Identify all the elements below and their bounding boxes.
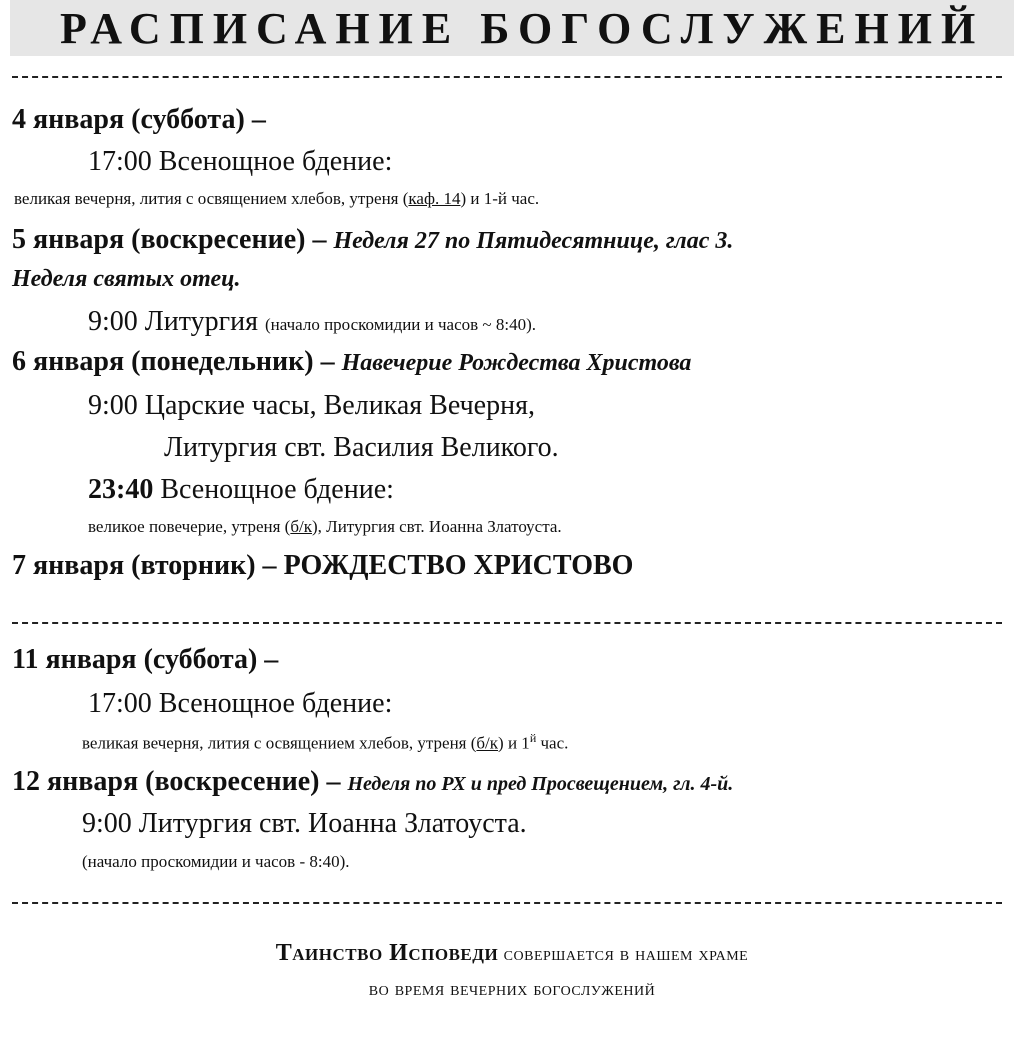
feast-nativity-eve: Навечерие Рождества Христова xyxy=(341,350,692,376)
note-text-post: ), Литургия свт. Иоанна Златоуста. xyxy=(312,517,562,536)
footer-text: совершается в нашем храме xyxy=(503,943,749,965)
entry-date-jan12 xyxy=(12,766,733,798)
entry-service-jan11: 17:00 Всенощное бдение: xyxy=(88,688,393,719)
divider-bottom xyxy=(12,902,1002,904)
service-text: 9:00 Литургия xyxy=(88,306,258,337)
entry-service-jan4: 17:00 Всенощное бдение: xyxy=(88,146,393,177)
feast-nativity: РОЖДЕСТВО ХРИСТОВО xyxy=(283,550,634,581)
service-text: Всенощное бдение: xyxy=(160,474,394,505)
note-text-pre: великое повечерие, утреня ( xyxy=(88,517,291,536)
service-note: (начало проскомидии и часов ~ 8:40). xyxy=(264,315,537,334)
footer-line-1 xyxy=(0,940,1024,967)
entry-note-jan4 xyxy=(14,189,539,209)
note-superscript: й xyxy=(529,731,537,745)
entry-service-jan6-2: Литургия свт. Василия Великого. xyxy=(164,432,559,463)
date-text: 5 января (воскресение) – xyxy=(12,224,327,255)
entry-note-jan6 xyxy=(88,517,562,537)
note-link-bk: б/к xyxy=(476,733,499,753)
entry-note-jan12: (начало проскомидии и часов - 8:40). xyxy=(82,852,350,871)
time-bold: 23:40 xyxy=(88,474,154,505)
note-text-pre: великая вечерня, лития с освящением хлебов, утреня ( xyxy=(14,189,409,208)
footer-bold-text: Таинство Исповеди xyxy=(275,940,499,966)
note-text-mid: ) и 1 xyxy=(498,733,530,753)
note-link-kaf14: каф. 14 xyxy=(408,189,461,208)
entry-service-jan6-1: 9:00 Царские часы, Великая Вечерня, xyxy=(88,390,535,421)
entry-date-jan7 xyxy=(12,550,633,582)
divider-middle xyxy=(12,622,1002,624)
entry-date-jan6 xyxy=(12,346,691,378)
entry-service-jan5 xyxy=(88,306,536,338)
note-text-pre: великая вечерня, лития с освящением хлебов, утреня ( xyxy=(82,733,477,753)
entry-service-jan6-3 xyxy=(88,474,394,506)
entry-date-jan4: 4 января (суббота) – xyxy=(12,104,266,135)
feast-sunday-after-nativity: Неделя по РХ и пред Просвещением, гл. 4-й. xyxy=(347,773,734,795)
entry-date-jan5 xyxy=(12,224,733,256)
feast-week-27: Неделя 27 по Пятидесятнице, глас 3. xyxy=(333,228,734,254)
entry-service-jan12: 9:00 Литургия свт. Иоанна Златоуста. xyxy=(82,808,527,839)
note-text-post: ) и 1-й час. xyxy=(460,189,540,208)
date-text: 12 января (воскресение) – xyxy=(12,766,341,797)
footer-line-2: во время вечерних богослужений xyxy=(368,978,656,1000)
date-text: 7 января (вторник) – xyxy=(12,550,277,581)
feast-holy-fathers: Неделя святых отец. xyxy=(12,266,241,292)
note-text-post: час. xyxy=(536,733,569,753)
date-text: 6 января (понедельник) – xyxy=(12,346,335,377)
divider-top xyxy=(12,76,1002,78)
note-link-bk: б/к xyxy=(290,517,312,536)
entry-date-jan11: 11 января (суббота) – xyxy=(12,644,279,675)
page-title: РАСПИСАНИЕ БОГОСЛУЖЕНИЙ xyxy=(60,4,985,53)
entry-note-jan11 xyxy=(82,731,568,754)
